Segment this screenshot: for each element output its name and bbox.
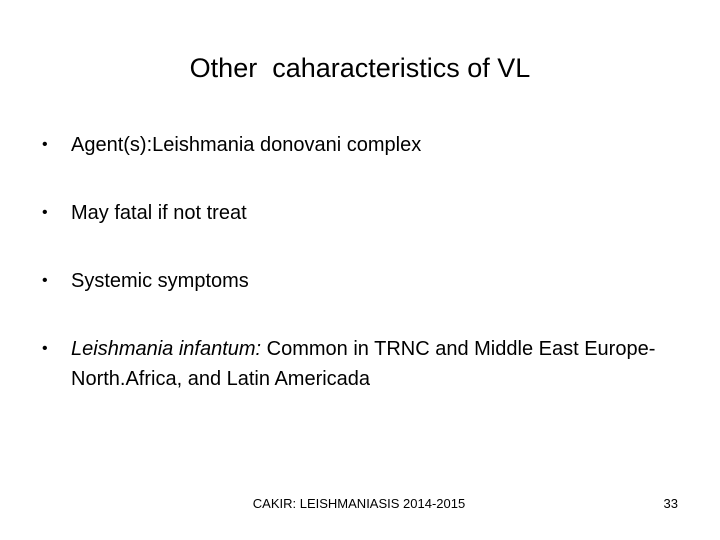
- bullet-item-agent: [42, 130, 682, 160]
- bullet-item-fatal: [42, 198, 682, 228]
- bullet-text: Systemic symptoms: [71, 270, 249, 292]
- footer-text: CAKIR: LEISHMANIASIS 2014-2015: [252, 496, 466, 511]
- bullet-icon: •: [42, 340, 48, 357]
- bullet-list: [42, 130, 682, 432]
- bullet-text: Agent(s):Leishmania donovani complex: [71, 134, 422, 156]
- bullet-text: Common in TRNC and Middle East Europe- North.Africa, and Latin Americada: [71, 338, 656, 390]
- bullet-icon: •: [42, 204, 48, 221]
- bullet-italic-term: Leishmania infantum:: [71, 338, 262, 360]
- bullet-item-symptoms: [42, 266, 682, 296]
- bullet-icon: •: [42, 272, 48, 289]
- bullet-text: May fatal if not treat: [71, 202, 247, 224]
- bullet-icon: •: [42, 136, 48, 153]
- slide-title: Other caharacteristics of VL: [189, 53, 531, 83]
- bullet-item-infantum: [42, 334, 682, 394]
- page-number: 33: [663, 496, 678, 511]
